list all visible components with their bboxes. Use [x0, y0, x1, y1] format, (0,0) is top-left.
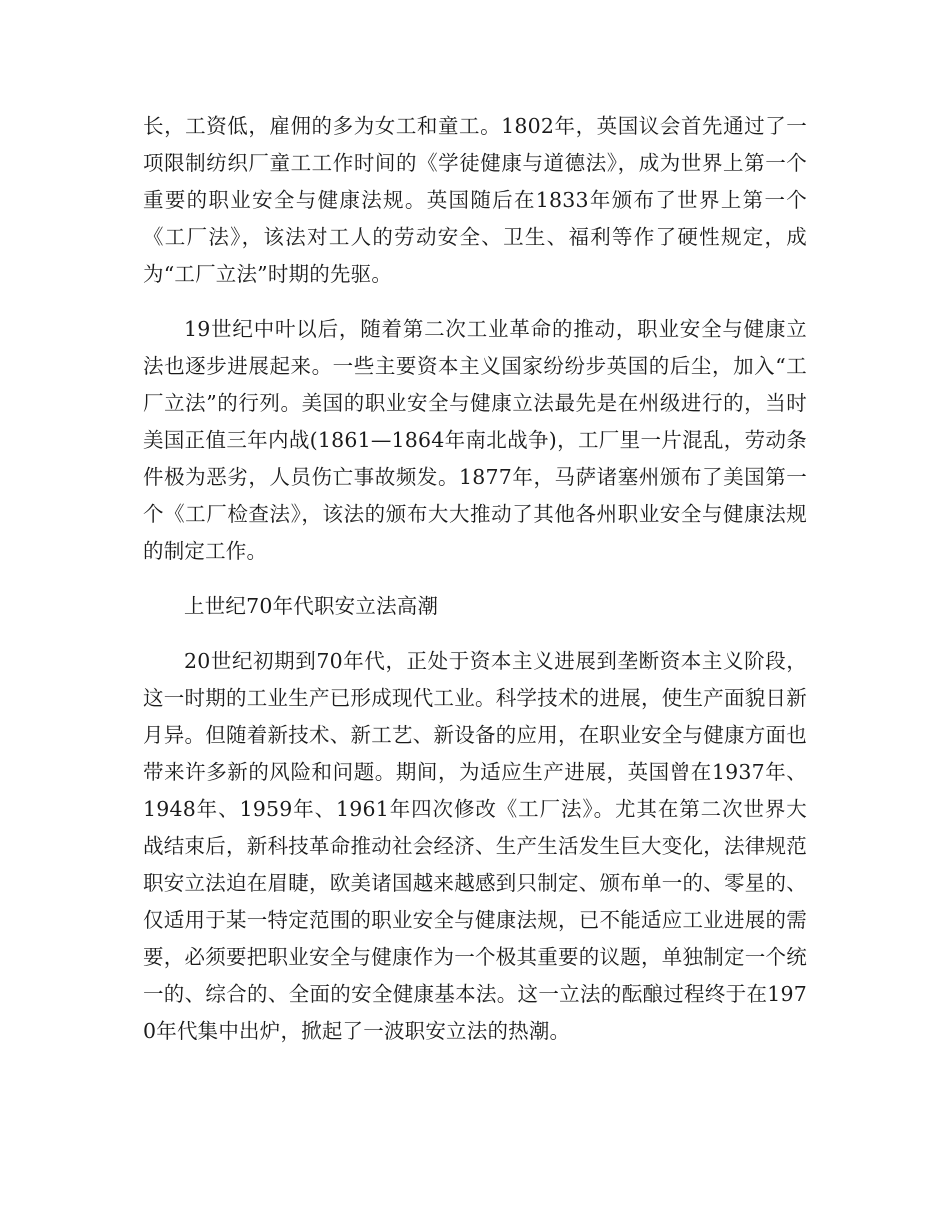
document-body	[143, 108, 807, 1068]
section-heading: 上世纪70年代职安立法高潮	[184, 594, 439, 618]
paragraph-continued: 长，工资低，雇佣的多为女工和童工。1802年，英国议会首先通过了一项限制纺织厂童工工作时间的《学徒健康与道德法》，成为世界上第一个重要的职业安全与健康法规。英国随后在1833年颁布了世界上第一个《工厂法》，该法对工人的劳动安全、卫生、福利等作了硬性规定，成为“工厂立法”时期的先驱。	[143, 114, 807, 286]
paragraph-20th-century: 20世纪初期到70年代，正处于资本主义进展到垄断资本主义阶段，这一时期的工业生产已形成现代工业。科学技术的进展，使生产面貌日新月异。但随着新技术、新工艺、新设备的应用，在职业安全与健康方面也带来许多新的风险和问题。期间，为适应生产进展，英国曾在1937年、1948年、1959年、1961年四次修改《工厂法》。尤其在第二次世界大战结束后，新科技革命推动社会经济、生产生活发生巨大变化，法律规范职安立法迫在眉睫，欧美诸国越来越感到只制定、颁布单一的、零星的、仅适用于某一特定范围的职业安全与健康法规，已不能适应工业进展的需要，必须要把职业安全与健康作为一个极其重要的议题，单独制定一个统一的、综合的、全面的安全健康基本法。这一立法的酝酿过程终于在1970年代集中出炉，掀起了一波职安立法的热潮。	[143, 649, 807, 1043]
paragraph-19th-century: 19世纪中叶以后，随着第二次工业革命的推动，职业安全与健康立法也逐步进展起来。一些主要资本主义国家纷纷步英国的后尘，加入“工厂立法”的行列。美国的职业安全与健康立法最先是在州级进行的，当时美国正值三年内战(1861—1864年南北战争)，工厂里一片混乱，劳动条件极为恶劣，人员伤亡事故频发。1877年，马萨诸塞州颁布了美国第一个《工厂检查法》，该法的颁布大大推动了其他各州职业安全与健康法规的制定工作。	[143, 317, 807, 563]
